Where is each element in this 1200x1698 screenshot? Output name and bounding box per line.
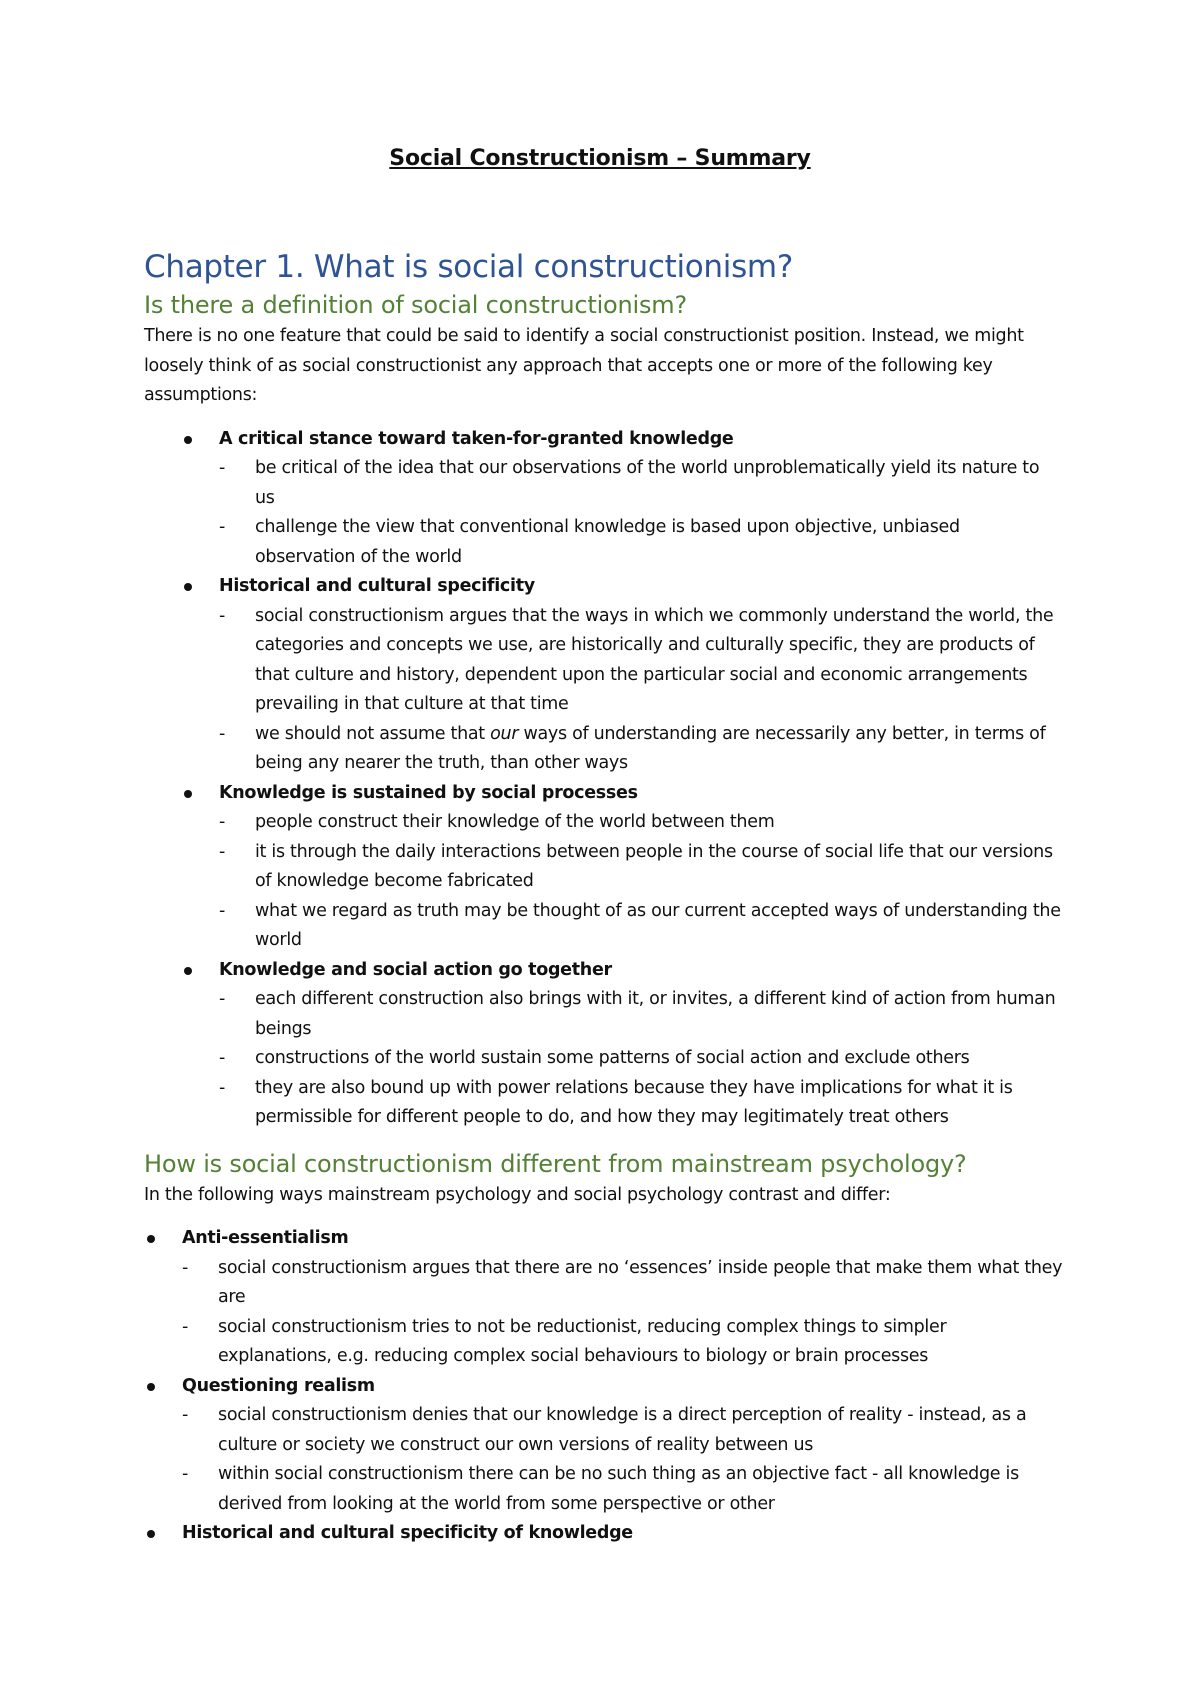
sub-point-text: we should not assume that bbox=[255, 723, 491, 744]
sub-point-text: be critical of the idea that our observations of the world unproblematically yield its nature to us bbox=[255, 458, 1040, 508]
dash-icon: - bbox=[219, 900, 226, 921]
sub-point-text: each different construction also brings with it, or invites, a different kind of action from human beings bbox=[255, 989, 1056, 1039]
sub-point-list bbox=[219, 808, 1064, 956]
bullet-label: Historical and cultural specificity of knowledge bbox=[182, 1523, 633, 1543]
sub-point-list bbox=[219, 985, 1064, 1133]
section-intro: There is no one feature that could be said to identify a social constructionist position. Instead, we might loosely think of as social constructionist any approach that accepts one or more of the following key assumptions: bbox=[144, 326, 1024, 405]
bullet-item bbox=[144, 779, 1064, 956]
chapter-heading: Chapter 1. What is social constructionism? bbox=[144, 249, 793, 285]
dash-icon: - bbox=[182, 1257, 189, 1278]
bullet-label: Knowledge is sustained by social processes bbox=[219, 782, 638, 803]
sub-point-text: social constructionism tries to not be reductionist, reducing complex things to simpler explanations, e.g. reducing complex social behaviours to biology or brain processes bbox=[218, 1316, 947, 1366]
sub-point-text: social constructionism denies that our knowledge is a direct perception of reality - instead, as a culture or society we construct our own versions of reality between us bbox=[218, 1405, 1027, 1455]
bullet-icon bbox=[184, 967, 192, 975]
bullet-icon bbox=[184, 436, 192, 444]
dash-icon: - bbox=[219, 1048, 226, 1068]
bullet-item bbox=[144, 1372, 1064, 1520]
bullet-item bbox=[144, 425, 1064, 573]
sub-point bbox=[182, 1254, 1064, 1313]
dash-icon: - bbox=[219, 989, 226, 1009]
sub-point bbox=[219, 838, 1064, 897]
dash-icon: - bbox=[219, 812, 226, 832]
sub-point bbox=[219, 602, 1064, 720]
sub-point-list bbox=[182, 1254, 1064, 1372]
sub-point-text-rest: ways of understanding are necessarily any better, in terms of being any nearer the truth, than other ways bbox=[255, 723, 1046, 773]
bullet-item bbox=[144, 572, 1064, 779]
bullet-label: Questioning realism bbox=[182, 1375, 375, 1396]
sub-point-text: challenge the view that conventional knowledge is based upon objective, unbiased observation of the world bbox=[255, 517, 960, 567]
bullet-label: Anti-essentialism bbox=[182, 1228, 349, 1248]
sub-point bbox=[219, 985, 1064, 1044]
dash-icon: - bbox=[219, 723, 226, 744]
bullet-item bbox=[144, 956, 1064, 1133]
sub-point-list bbox=[182, 1401, 1064, 1519]
dash-icon: - bbox=[182, 1316, 189, 1337]
sub-point-text: people construct their knowledge of the world between them bbox=[255, 812, 775, 832]
bullet-icon bbox=[147, 1530, 155, 1538]
sub-point-list bbox=[219, 454, 1064, 572]
emphasis-text: our bbox=[490, 723, 519, 744]
sub-point-text: within social constructionism there can be no such thing as an objective fact - all knowledge is derived from looking at the world from some perspective or other bbox=[218, 1464, 1019, 1514]
bullet-label: Knowledge and social action go together bbox=[219, 959, 612, 980]
section-intro: In the following ways mainstream psychology and social psychology contrast and differ: bbox=[144, 1184, 891, 1205]
bullet-label: A critical stance toward taken-for-granted knowledge bbox=[219, 428, 734, 449]
dash-icon: - bbox=[182, 1464, 189, 1484]
bullet-item bbox=[144, 1224, 1064, 1372]
dash-icon: - bbox=[219, 1077, 226, 1098]
sub-point bbox=[182, 1401, 1064, 1460]
sub-point bbox=[219, 454, 1064, 513]
bullet-icon bbox=[184, 790, 192, 798]
dash-icon: - bbox=[219, 605, 226, 626]
section-heading: Is there a definition of social constructionism? bbox=[144, 291, 688, 319]
sub-point-text: they are also bound up with power relations because they have implications for what it is permissible for different people to do, and how they may legitimately treat others bbox=[255, 1077, 1013, 1127]
sub-point bbox=[219, 808, 1064, 838]
sub-point-text: social constructionism argues that the ways in which we commonly understand the world, the categories and concepts we use, are historically and culturally specific, they are products of that culture and history, dependent upon the particular social and economic arrangements prevailing in that culture at that time bbox=[255, 605, 1054, 714]
section-definition bbox=[144, 288, 1064, 1133]
bullet-item bbox=[144, 1519, 1064, 1549]
sub-point-text: it is through the daily interactions between people in the course of social life that our versions of knowledge become fabricated bbox=[255, 841, 1053, 891]
section-heading: How is social constructionism different from mainstream psychology? bbox=[144, 1149, 967, 1178]
sub-point bbox=[219, 513, 1064, 572]
dash-icon: - bbox=[219, 458, 226, 478]
bullet-icon bbox=[147, 1383, 155, 1391]
bullet-label: Historical and cultural specificity bbox=[219, 576, 535, 596]
difference-list bbox=[144, 1224, 1064, 1549]
bullet-icon bbox=[147, 1235, 155, 1243]
sub-point-text: constructions of the world sustain some patterns of social action and exclude others bbox=[255, 1048, 970, 1068]
sub-point-text: what we regard as truth may be thought of as our current accepted ways of understanding the world bbox=[255, 900, 1061, 950]
sub-point bbox=[219, 897, 1064, 956]
bullet-icon bbox=[184, 583, 192, 591]
dash-icon: - bbox=[219, 517, 226, 537]
sub-point bbox=[182, 1313, 1064, 1372]
dash-icon: - bbox=[182, 1405, 189, 1425]
document-title: Social Constructionism – Summary bbox=[389, 146, 811, 171]
sub-point-text: social constructionism argues that there are no ‘essences’ inside people that make them what they are bbox=[218, 1257, 1063, 1307]
sub-point-list bbox=[219, 602, 1064, 779]
dash-icon: - bbox=[219, 841, 226, 862]
section-difference bbox=[144, 1147, 1064, 1549]
sub-point bbox=[219, 720, 1064, 779]
assumption-list bbox=[144, 425, 1064, 1133]
sub-point bbox=[219, 1074, 1064, 1133]
sub-point bbox=[219, 1044, 1064, 1074]
document-body bbox=[144, 246, 1064, 1549]
sub-point bbox=[182, 1460, 1064, 1519]
